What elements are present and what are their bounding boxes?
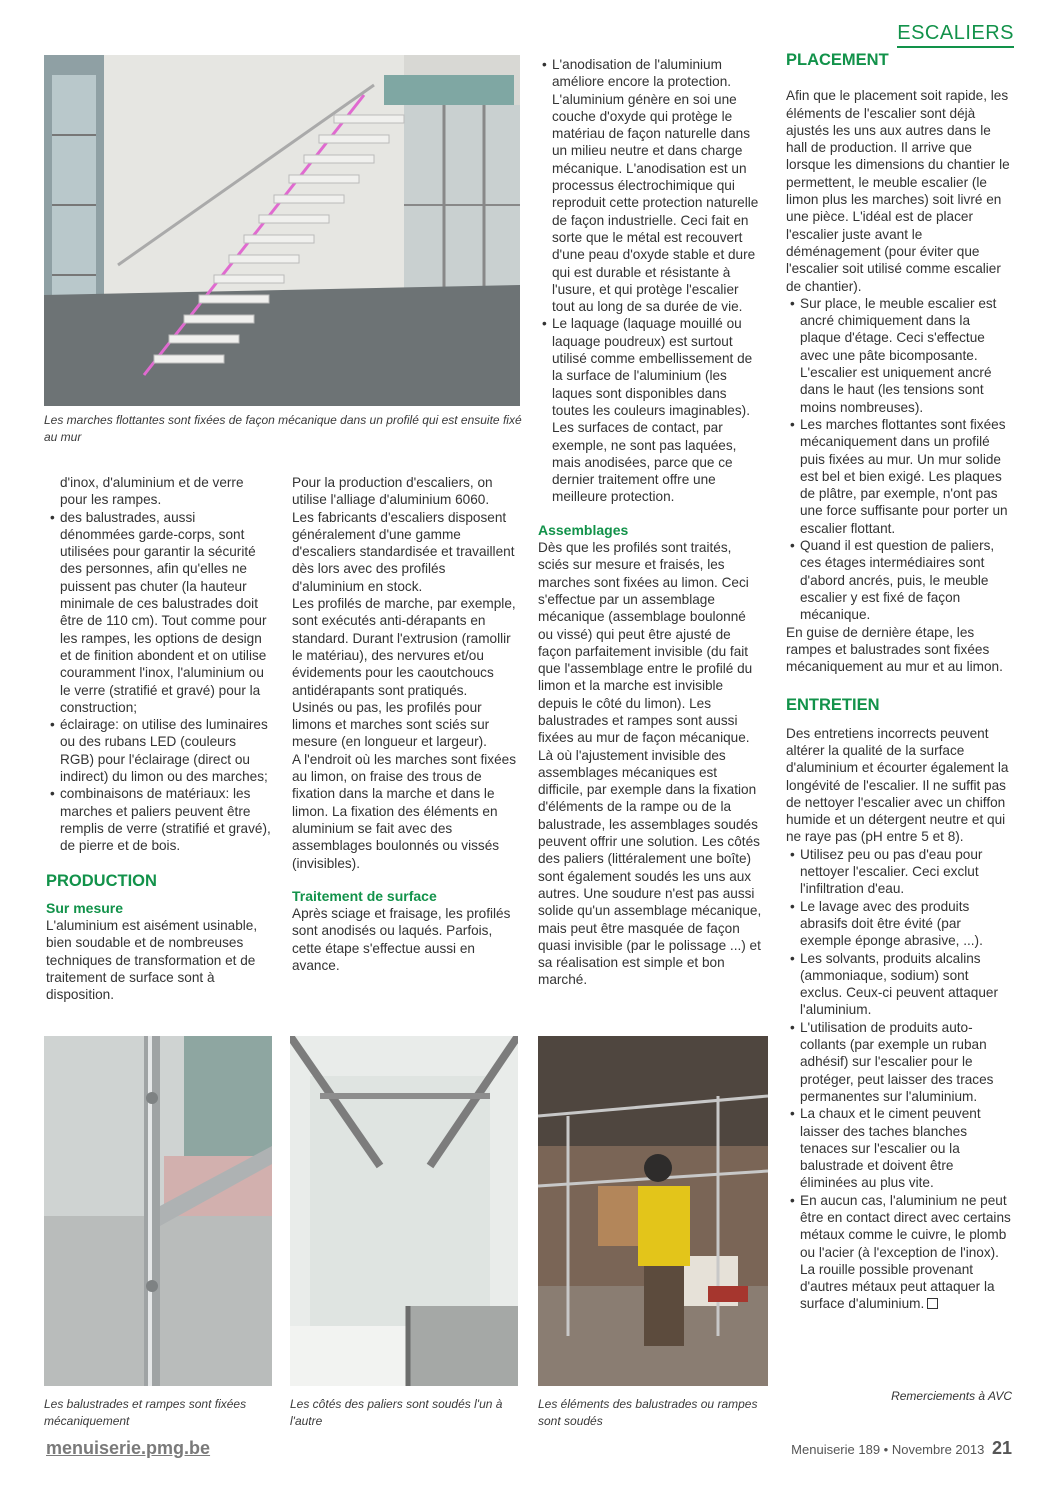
column-1 (46, 474, 271, 1004)
footer-website-link[interactable]: menuiserie.pmg.be (46, 1438, 211, 1458)
caption-palier: Les côtés des paliers sont soudés l'un à l'autre (290, 1397, 503, 1428)
bullet-chaux: • La chaux et le ciment peuvent laisser des taches blanches tenaces sur l'escalier ou la balustrade et doivent être éliminées au plus vite. (786, 1105, 1012, 1191)
footer-issue (791, 1438, 1012, 1459)
heading-placement: PLACEMENT (786, 51, 889, 69)
section-tag: ESCALIERS (897, 22, 1014, 48)
bullet-anodisation: • L'anodisation de l'aluminium améliore encore la protection. L'aluminium génère en soi une couche d'oxyde qui protège le matériau de façon naturelle dans un milieu neutre et dans charge mécanique. L'anodisation est un processus électrochimique qui reproduit cette protection naturelle de façon industrielle. Ceci fait en sorte que le métal est recouvert d'une peau d'oxyde stable et dure qui est durable et résistante à l'usure, et qui protège l'escalier tout au long de sa durée de vie. (538, 56, 764, 315)
bullet-marches-flottantes: • Les marches flottantes sont fixées mécaniquement dans un profilé puis fixées au mur. Un mur solide est bel et bien exigé. Les plaques de plâtre, par exemple, n'ont pas une force suffisante pour porter un escalier flottant. (786, 416, 1012, 537)
photo-balustrade (44, 1036, 272, 1386)
column-3 (538, 56, 764, 989)
photo-floating-staircase (44, 55, 520, 406)
acknowledgement: Remerciements à AVC (891, 1389, 1012, 1403)
paragraph-sur-mesure: L'aluminium est aisément usinable, bien soudable et de nombreuses techniques de transformation et de traitement de surface sont à disposition. (46, 918, 258, 1003)
page-number: 21 (991, 1438, 1012, 1458)
paragraph-usines: Usinés ou pas, les profilés pour limons et marches sont sciés sur mesure (en longueur et largeur). (292, 699, 490, 750)
bullet-balustrades: • des balustrades, aussi dénommées garde-corps, sont utilisées pour garantir la sécurité des personnes, afin qu'elles ne puissent pas chuter (la hauteur minimale de ces balustrades doit être de 110 cm). Tout comme pour les rampes, les options de design et de finition abondent et on utilise couramment l'inox, l'aluminium ou le verre (stratifié et gravé) pour la construction; (46, 509, 271, 717)
bullet-autocollants: • L'utilisation de produits auto-collants (par exemple un ruban adhésif) sur l'escalier pour le protéger, peut laisser des traces permanentes sur l'aluminium. (786, 1019, 1012, 1105)
bullet-sur-place: • Sur place, le meuble escalier est ancré chimiquement dans la plaque d'étage. Ceci s'effectue avec une pâte bicomposante. L'escalier est uniquement ancré dans le haut (les tensions sont moins nombreuses). (786, 295, 1012, 416)
paragraph-alliage: Pour la production d'escaliers, on utilise l'alliage d'aluminium 6060. (292, 475, 493, 508)
bullet-laquage: • Le laquage (laquage mouillé ou laquage poudreux) est surtout utilisé comme embellissement de la surface de l'aluminium (les laques sont disponibles dans toutes les couleurs imaginables). Les surfaces de contact, par exemple, ne sont pas laquées, mais anodisées, parce que ce dernier traitement offre une meilleure protection. (538, 315, 764, 505)
paragraph-assemblages: Dès que les profilés sont traités, sciés sur mesure et fraisés, les marches sont fixées au limon. Ceci s'effectue par un assemblage mécanique (assemblage boulonné ou vissé) qui peut être ajusté de façon parfaitement invisible (du fait que l'assemblage entre le profilé du limon et la marche est invisible depuis le côté du limon). Les balustrades et rampes sont aussi fixées au mur de façon mécanique. Là où l'ajustement invisible des assemblages mécaniques est difficile, par exemple dans la fixation d'éléments de la rampe ou de la balustrade, les assemblages soudés peuvent offrir une solution. Les côtés des paliers (littéralement une boîte) sont également soudés les uns aux autres. Une soudure n'est pas aussi solide qu'un assemblage mécanique, mais peut être masquée de façon quasi invisible (par le polissage ...) et sa réalisation est simple et bon marché. (538, 540, 762, 988)
column-4 (786, 52, 1012, 1313)
paragraph-placement: Afin que le placement soit rapide, les éléments de l'escalier sont déjà ajustés les uns aux autres dans le hall de production. Il arrive que lorsque les dimensions du chantier le permettent, le meuble escalier (le limon plus les marches) soit livré en une pièce. L'idéal est de placer l'escalier juste avant le déménagement (pour éviter que l'escalier soit utilisé comme escalier de chantier). (786, 88, 1010, 294)
heading-entretien: ENTRETIEN (786, 696, 880, 715)
caption-welding: Les éléments des balustrades ou rampes sont soudés (538, 1397, 758, 1428)
bullet-solvants: • Les solvants, produits alcalins (ammoniaque, sodium) sont exclus. Ceux-ci peuvent attaquer l'aluminium. (786, 950, 1012, 1019)
photo-palier (290, 1036, 518, 1386)
column-2 (292, 474, 517, 974)
subheading-traitement: Traitement de surface (292, 887, 437, 904)
paragraph-traitement: Après sciage et fraisage, les profilés sont anodisés ou laqués. Parfois, cette étape s'effectue aussi en avance. (292, 906, 511, 974)
caption-balustrade: Les balustrades et rampes sont fixées mécaniquement (44, 1397, 247, 1428)
bullet-metaux: • En aucun cas, l'aluminium ne peut être en contact direct avec certains métaux comme le cuivre, le plomb ou l'acier (à l'exception de l'inox). La rouille possible provenant d'autres métaux peut attaquer la surface d'aluminium. (786, 1192, 1012, 1313)
caption-top-photo: Les marches flottantes sont fixées de façon mécanique dans un profilé qui est ensuite fixé au mur (44, 413, 522, 444)
bullet-eclairage: • éclairage: on utilise des luminaires ou des rubans LED (couleurs RGB) pour l'éclairage (direct ou indirect) du limon ou des marches; (46, 716, 271, 785)
paragraph-fixation: A l'endroit où les marches sont fixées au limon, on fraise des trous de fixation dans la marche et dans le limon. La fixation des éléments en aluminium se fait avec des assemblages boulonnés ou vissés (invisibles). (292, 751, 516, 871)
photo-welding (538, 1036, 768, 1386)
paragraph-profiles: Les profilés de marche, par exemple, sont exécutés anti-dérapants en standard. Durant l'extrusion (ramollir le matériau), des nervures et/ou évidements pour les caoutchoucs antidérapants sont pratiqués. (292, 596, 516, 698)
footer-issue-text: Menuiserie 189 • Novembre 2013 (791, 1442, 985, 1457)
paragraph-derniere-etape: En guise de dernière étape, les rampes et balustrades sont fixées mécaniquement au mur et au limon. (786, 624, 1003, 675)
bullet-lavage: • Le lavage avec des produits abrasifs doit être évité (par exemple éponge abrasive, ...). (786, 898, 1012, 950)
bullet-eau: • Utilisez peu ou pas d'eau pour nettoyer l'escalier. Ceci exclut l'infiltration d'eau. (786, 846, 1012, 898)
subheading-assemblages: Assemblages (538, 521, 629, 538)
subheading-sur-mesure: Sur mesure (46, 899, 124, 916)
bullet-paliers: • Quand il est question de paliers, ces étages intermédiaires sont d'abord ancrés, puis, le meuble escalier y est fixé de façon mécanique. (786, 537, 1012, 623)
heading-production: PRODUCTION (46, 871, 157, 890)
paragraph-entretien: Des entretiens incorrects peuvent altérer la qualité de la surface d'aluminium et écourter également la longévité de l'escalier. Il ne suffit pas de nettoyer l'escalier avec un chiffon humide et un détergent neutre et qui ne raye pas (pH entre 5 et 8). (786, 725, 1009, 845)
paragraph-continuation: d'inox, d'aluminium et de verre pour les rampes. (60, 475, 244, 508)
bullet-materiaux: • combinaisons de matériaux: les marches et paliers peuvent être remplis de verre (stratifié et gravé), de pierre et de bois. (46, 785, 271, 854)
end-mark-icon (927, 1298, 938, 1309)
paragraph-gamme: Les fabricants d'escaliers disposent généralement d'une gamme d'escaliers standardisée et travaillent dès lors avec des profilés d'aluminium en stock. (292, 509, 515, 594)
